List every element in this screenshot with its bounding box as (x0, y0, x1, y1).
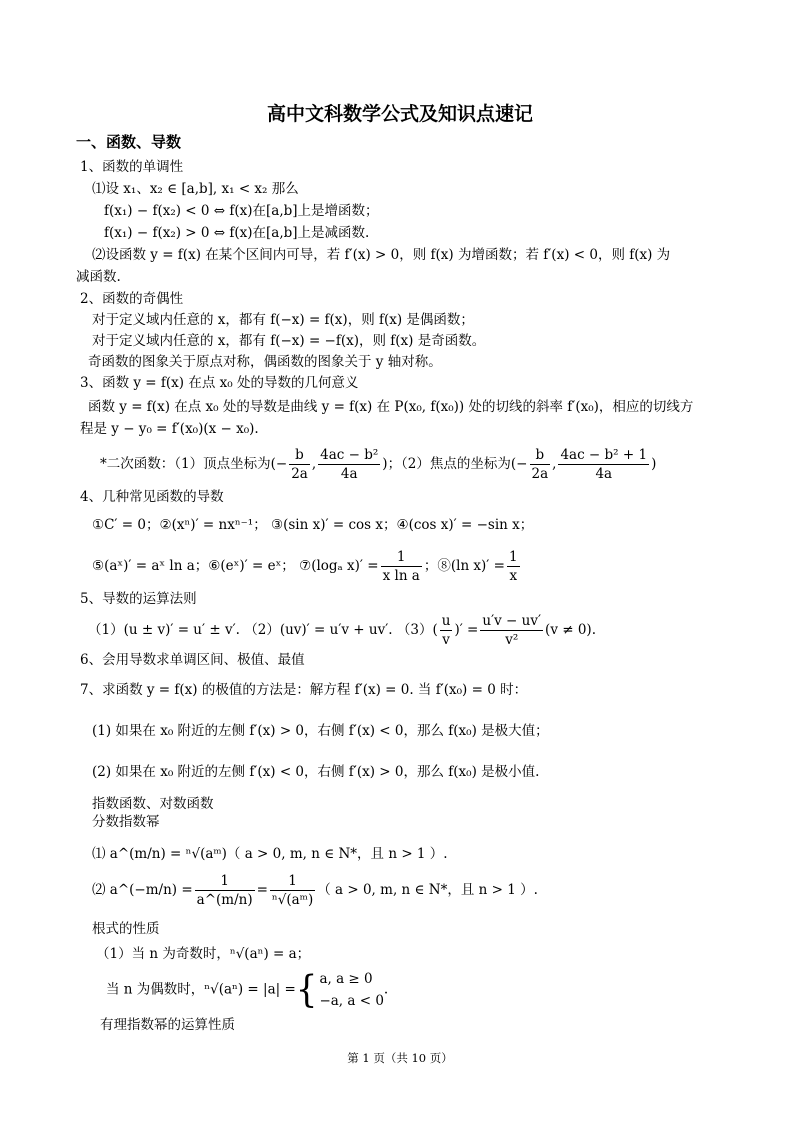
item-1-line-5: 减函数. (76, 269, 121, 285)
log-derivative-fraction: $\frac{1}{\text{x ln a}}$ (382, 549, 420, 584)
item-4-heading: 4、几种常见函数的导数 (80, 489, 224, 505)
radical-line-2: 当 n 为偶数时，ⁿ√(aⁿ) = |a| ={ a, a ≥ 0 −a, a < 0 . (106, 968, 389, 1012)
item-2-line-3: 奇函数的图象关于原点对称，偶函数的图象关于 y 轴对称。 (88, 354, 442, 370)
exp-log-heading: 指数函数、对数函数 (92, 796, 214, 812)
fractional-power-heading: 分数指数幂 (92, 814, 160, 830)
item-7-line-1: (1) 如果在 x₀ 附近的左侧 f′(x) > 0，右侧 f′(x) < 0，那么 f(x₀) 是极大值； (92, 723, 549, 739)
item-3-heading: 3、函数 y = f(x) 在点 x₀ 处的导数的几何意义 (80, 375, 359, 391)
negative-power-fraction-2: $\frac{1}{\text{ⁿ√(aᵐ)}}$ (271, 873, 314, 908)
focus-label: ；（2）焦点的坐标为 (387, 456, 511, 472)
item-3-line-1: 函数 y = f(x) 在点 x₀ 处的导数是曲线 y = f(x) 在 P(x₀, f(x₀)) 处的切线的斜率 f′(x₀)，相应的切线方 (88, 399, 694, 415)
page-footer: 第 1 页（共 10 页） (347, 1051, 453, 1065)
rational-exponent-heading: 有理指数幂的运算性质 (100, 1017, 235, 1033)
item-7-heading: 7、求函数 y = f(x) 的极值的方法是：解方程 f′(x) = 0. 当 f′(x₀) = 0 时： (80, 682, 528, 698)
vertex-x-fraction: $\frac{b}{2a}$ (291, 447, 308, 482)
item-1-line-2: f(x₁) − f(x₂) < 0 ⇔ f(x)在[a,b]上是增函数； (104, 203, 379, 219)
section-heading: 一、函数、导数 (76, 133, 182, 151)
item-3-line-2: 程是 y − y₀ = f′(x₀)(x − x₀). (80, 421, 259, 437)
item-4-line-1: ①C′ = 0；②(xⁿ)′ = nxⁿ⁻¹； ③(sin x)′ = cos x；④(cos x)′ = −sin x； (92, 517, 534, 533)
ln-derivative-fraction: $\frac{1}{x}$ (508, 549, 518, 584)
item-2-heading: 2、函数的奇偶性 (80, 291, 184, 307)
item-7-line-2: (2) 如果在 x₀ 附近的左侧 f′(x) < 0，右侧 f′(x) > 0，那么 f(x₀) 是极小值. (92, 764, 540, 780)
item-2-line-1: 对于定义域内任意的 x，都有 f(−x) = f(x)，则 f(x) 是偶函数； (92, 312, 474, 328)
fractional-power-line-1: ⑴ a^(m/n) = ⁿ√(aᵐ)（ a > 0, m, n ∈ N*，且 n > 1 ）. (92, 846, 448, 862)
item-2-line-2: 对于定义域内任意的 x，都有 f(−x) = −f(x)，则 f(x) 是奇函数。 (92, 333, 486, 349)
u-over-v-fraction: $\frac{u}{v}$ (441, 613, 451, 648)
vertex-y-fraction: $\frac{\text{4ac − b²}}{4a}$ (320, 447, 379, 482)
radical-heading: 根式的性质 (92, 921, 160, 937)
negative-power-fraction-1: $\frac{1}{a\^{}(m/n)}$ (196, 873, 253, 908)
radical-line-1: （1）当 n 为奇数时，ⁿ√(aⁿ) = a； (96, 946, 311, 962)
item-1-line-4: ⑵设函数 y = f(x) 在某个区间内可导，若 f′(x) > 0，则 f(x) 为增函数；若 f′(x) < 0，则 f(x) 为 (92, 247, 671, 263)
fractional-power-line-2: ⑵ a^(−m/n) = $\frac{1}{a\^{}(m/n)}$ = $\frac{1}{\text{ⁿ√(aᵐ)}}$ （ a > 0, m, n ∈ N*，且 n > 1 ）. (92, 873, 538, 908)
item-3-line-3: *二次函数：（1）顶点坐标为(− $\frac{b}{2a}$ , $\frac{\text{4ac − b²}}{4a}$ )；（2）焦点的坐标为(− $\frac{b}{2a}$ , $\frac{\text{4ac − b² + 1}}{4a}$ ) (100, 447, 657, 482)
item-6-heading: 6、会用导数求单调区间、极值、最值 (80, 652, 305, 668)
item-5-line-1: （1）(u ± v)′ = u′ ± v′. （2）(uv)′ = u′v + uv′. （3）( $\frac{u}{v}$ )′ = $\frac{u'v - uv'}{\text{v²}}$ (v ≠ 0). (88, 613, 596, 648)
item-1-line-1: ⑴设 x₁、x₂ ∈ [a,b], x₁ < x₂ 那么 (92, 181, 299, 197)
item-5-heading: 5、导数的运算法则 (80, 591, 197, 607)
vertex-label: *二次函数：（1）顶点坐标为 (100, 456, 271, 472)
document-title: 高中文科数学公式及知识点速记 (266, 103, 533, 125)
item-4-line-2: ⑤(aˣ)′ = aˣ ln a；⑥(eˣ)′ = eˣ； ⑦(logₐ x)′ = $\frac{1}{\text{x ln a}}$ ；⑧(ln x)′ = $\frac{1}{x}$ (92, 549, 518, 584)
item-1-line-3: f(x₁) − f(x₂) > 0 ⇔ f(x)在[a,b]上是减函数. (104, 225, 370, 241)
quotient-rule-fraction: $\frac{u'v - uv'}{\text{v²}}$ (482, 613, 542, 648)
focus-y-fraction: $\frac{\text{4ac − b² + 1}}{4a}$ (560, 447, 648, 482)
item-1-heading: 1、函数的单调性 (80, 159, 184, 175)
focus-x-fraction: $\frac{b}{2a}$ (531, 447, 549, 482)
abs-value-cases: a, a ≥ 0 −a, a < 0 (319, 971, 384, 1009)
cases-brace: { (295, 968, 318, 1012)
